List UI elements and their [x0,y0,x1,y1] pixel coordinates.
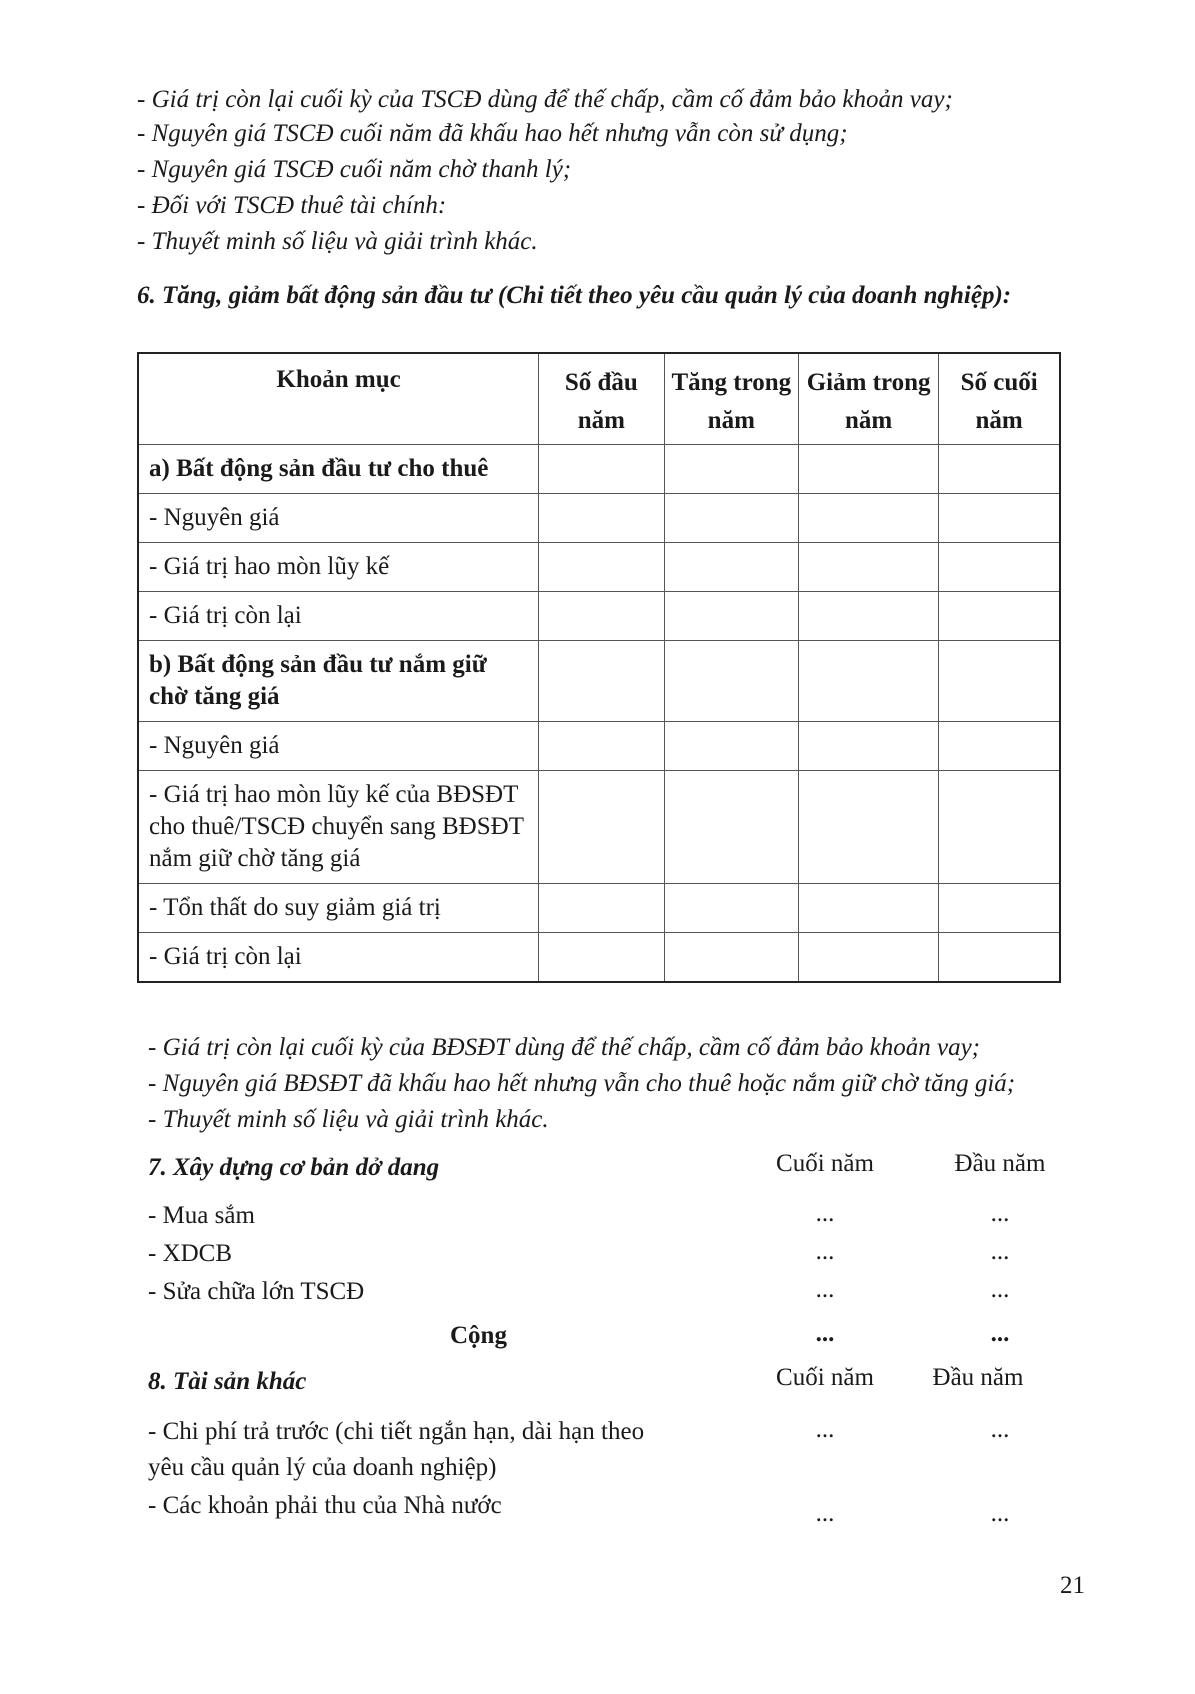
value-placeholder: ... [815,1416,835,1443]
total-placeholder: ... [990,1320,1010,1347]
value-cell [799,445,939,494]
value-cell [664,494,798,543]
note-line: - Thuyết minh số liệu và giải trình khác. [148,1106,549,1133]
total-placeholder: ... [815,1320,835,1347]
table-row [138,494,1060,543]
table-row [138,933,1060,983]
row-label: b) Bất động sản đầu tư nắm giữ chờ tăng giá [138,641,539,722]
col-header-item: Khoản mục [138,353,539,445]
value-cell [799,494,939,543]
list-item: - Mua sắm [148,1202,255,1229]
value-cell [664,641,798,722]
value-cell [799,722,939,771]
value-cell [539,543,664,592]
col-label-end-of-year: Cuối năm [776,1150,874,1177]
value-placeholder: ... [990,1238,1010,1265]
row-label: - Nguyên giá [138,494,539,543]
row-label: a) Bất động sản đầu tư cho thuê [138,445,539,494]
col-label-start-of-year: Đầu năm [932,1364,1024,1391]
row-label: - Giá trị hao mòn lũy kế [138,543,539,592]
value-cell [799,933,939,983]
value-cell [939,933,1060,983]
value-placeholder: ... [815,1276,835,1303]
value-cell [664,884,798,933]
value-placeholder: ... [990,1500,1010,1527]
col-label-start-of-year: Đầu năm [954,1150,1046,1177]
col-header-opening: Số đầu năm [539,353,664,445]
table-row [138,445,1060,494]
value-cell [939,722,1060,771]
table-row [138,722,1060,771]
col-label-end-of-year: Cuối năm [776,1364,874,1391]
value-cell [799,592,939,641]
list-item: - XDCB [148,1240,233,1267]
value-cell [664,722,798,771]
intro-line: - Nguyên giá TSCĐ cuối năm đã khấu hao hết nhưng vẫn còn sử dụng; [137,120,848,147]
value-cell [664,771,798,884]
col-header-closing: Số cuối năm [939,353,1060,445]
value-placeholder: ... [815,1200,835,1227]
value-placeholder: ... [815,1238,835,1265]
table-row [138,771,1060,884]
value-placeholder: ... [990,1200,1010,1227]
value-cell [539,445,664,494]
value-cell [799,641,939,722]
value-cell [799,884,939,933]
row-label: - Giá trị còn lại [138,592,539,641]
value-placeholder: ... [990,1276,1010,1303]
note-line: - Nguyên giá BĐSĐT đã khấu hao hết nhưng vẫn cho thuê hoặc nắm giữ chờ tăng giá; [148,1070,1016,1097]
section-6-heading: 6. Tăng, giảm bất động sản đầu tư (Chi tiết theo yêu cầu quản lý của doanh nghiệp): [137,282,1012,309]
list-item-continued: yêu cầu quản lý của doanh nghiệp) [148,1454,497,1481]
value-cell [939,543,1060,592]
value-cell [539,933,664,983]
section-8-heading: 8. Tài sản khác [148,1368,307,1395]
value-cell [939,641,1060,722]
value-cell [664,592,798,641]
value-cell [664,933,798,983]
value-cell [539,641,664,722]
value-cell [539,494,664,543]
value-placeholder: ... [815,1500,835,1527]
table-row [138,641,1060,722]
value-cell [539,771,664,884]
intro-line: - Thuyết minh số liệu và giải trình khác. [137,228,538,255]
investment-property-table [137,352,1061,983]
col-header-decrease: Giảm trong năm [799,353,939,445]
value-cell [799,543,939,592]
note-line: - Giá trị còn lại cuối kỳ của BĐSĐT dùng để thế chấp, cầm cố đảm bảo khoản vay; [148,1034,980,1061]
value-cell [939,445,1060,494]
value-cell [539,722,664,771]
value-cell [664,445,798,494]
value-cell [939,592,1060,641]
list-item: - Sửa chữa lớn TSCĐ [148,1278,365,1305]
table-row [138,884,1060,933]
table-row [138,543,1060,592]
value-placeholder: ... [990,1416,1010,1443]
intro-line: - Giá trị còn lại cuối kỳ của TSCĐ dùng để thế chấp, cầm cố đảm bảo khoản vay; [137,86,953,113]
section-7-heading: 7. Xây dựng cơ bản dở dang [148,1154,440,1181]
table-row [138,592,1060,641]
row-label: - Nguyên giá [138,722,539,771]
value-cell [799,771,939,884]
value-cell [664,543,798,592]
intro-line: - Đối với TSCĐ thuê tài chính: [137,192,447,219]
value-cell [939,494,1060,543]
row-label: - Giá trị hao mòn lũy kế của BĐSĐT cho thuê/TSCĐ chuyển sang BĐSĐT nắm giữ chờ tăng giá [138,771,539,884]
list-item: - Chi phí trả trước (chi tiết ngắn hạn, dài hạn theo [148,1418,645,1445]
col-header-increase: Tăng trong năm [664,353,798,445]
value-cell [539,884,664,933]
row-label: - Tổn thất do suy giảm giá trị [138,884,539,933]
total-label: Cộng [450,1322,507,1349]
value-cell [539,592,664,641]
row-label: - Giá trị còn lại [138,933,539,983]
intro-line: - Nguyên giá TSCĐ cuối năm chờ thanh lý; [137,156,572,183]
value-cell [939,771,1060,884]
page-number: 21 [1060,1572,1085,1599]
table-header-row [138,353,1060,445]
value-cell [939,884,1060,933]
list-item: - Các khoản phải thu của Nhà nước [148,1492,502,1519]
